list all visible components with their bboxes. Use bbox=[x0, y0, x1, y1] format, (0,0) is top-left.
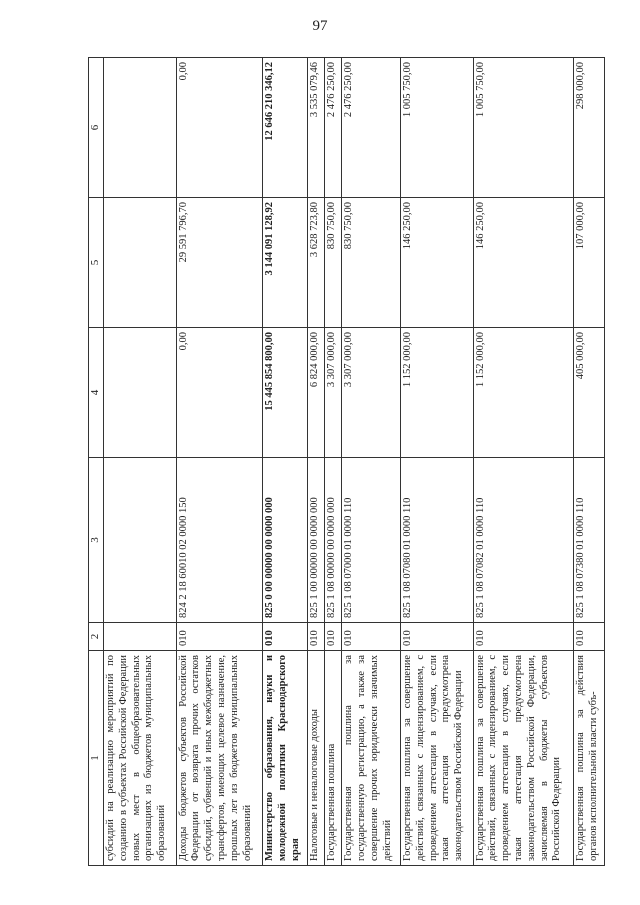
code-cell: 010 bbox=[573, 623, 604, 651]
kbk-code-cell: 825 1 00 00000 00 0000 000 bbox=[307, 458, 324, 623]
code-cell: 010 bbox=[307, 623, 324, 651]
amount-remaining-cell: 1 005 750,00 bbox=[400, 58, 473, 198]
description-cell: субсидий на реализацию мероприятий по созданию в субъектах Российской Федерации новых мест в общеобразовательных организациях из бюджетов муниципальных образований bbox=[104, 651, 177, 866]
amount-plan-cell: 6 824 000,00 bbox=[307, 328, 324, 458]
amount-remaining-cell: 12 646 210 346,12 bbox=[263, 58, 308, 198]
amount-remaining-cell: 0,00 bbox=[176, 58, 262, 198]
table-header-row bbox=[89, 58, 104, 866]
amount-remaining-cell: 298 000,00 bbox=[573, 58, 604, 198]
kbk-code-cell: 825 1 08 07080 01 0000 110 bbox=[400, 458, 473, 623]
amount-executed-cell: 3 628 723,80 bbox=[307, 198, 324, 328]
amount-plan-cell: 3 307 000,00 bbox=[325, 328, 342, 458]
code-cell: 010 bbox=[176, 623, 262, 651]
amount-plan-cell: 0,00 bbox=[176, 328, 262, 458]
code-cell: 010 bbox=[473, 623, 573, 651]
table-row bbox=[104, 58, 177, 866]
amount-plan-cell bbox=[104, 328, 177, 458]
code-cell: 010 bbox=[263, 623, 308, 651]
rotated-table-container bbox=[88, 58, 605, 866]
amount-executed-cell: 830 750,00 bbox=[325, 198, 342, 328]
budget-table-sheet bbox=[88, 58, 605, 866]
table-row bbox=[176, 58, 262, 866]
table-row bbox=[307, 58, 324, 866]
description-cell: Государственная пошлина за совершение действий, связанных с лицензированием, с проведением аттестации в случаях, если такая аттестация предусмотрена законодательством Российской Федерации bbox=[400, 651, 473, 866]
page-number: 97 bbox=[312, 18, 328, 34]
description-cell: Налоговые и неналоговые доходы bbox=[307, 651, 324, 866]
code-cell: 010 bbox=[325, 623, 342, 651]
column-header: 5 bbox=[89, 198, 104, 328]
table-row bbox=[473, 58, 573, 866]
amount-executed-cell: 3 144 091 128,92 bbox=[263, 198, 308, 328]
code-cell bbox=[104, 623, 177, 651]
kbk-code-cell: 825 1 08 00000 00 0000 000 bbox=[325, 458, 342, 623]
table-row bbox=[573, 58, 604, 866]
amount-executed-cell bbox=[104, 198, 177, 328]
amount-plan-cell: 1 152 000,00 bbox=[473, 328, 573, 458]
column-header: 4 bbox=[89, 328, 104, 458]
kbk-code-cell: 825 1 08 07082 01 0000 110 bbox=[473, 458, 573, 623]
amount-remaining-cell: 2 476 250,00 bbox=[342, 58, 401, 198]
table-row bbox=[325, 58, 342, 866]
budget-revenue-table bbox=[88, 57, 605, 866]
description-cell: Государственная пошлина за государственную регистрацию, а также за совершение прочих юридически значимых действий bbox=[342, 651, 401, 866]
amount-plan-cell: 1 152 000,00 bbox=[400, 328, 473, 458]
amount-executed-cell: 830 750,00 bbox=[342, 198, 401, 328]
kbk-code-cell bbox=[104, 458, 177, 623]
amount-remaining-cell: 2 476 250,00 bbox=[325, 58, 342, 198]
amount-executed-cell: 146 250,00 bbox=[400, 198, 473, 328]
column-header: 2 bbox=[89, 623, 104, 651]
kbk-code-cell: 825 1 08 07380 01 0000 110 bbox=[573, 458, 604, 623]
description-cell: Государственная пошлина за действия органов исполнительной власти субъ- bbox=[573, 651, 604, 866]
code-cell: 010 bbox=[342, 623, 401, 651]
amount-remaining-cell: 3 535 079,46 bbox=[307, 58, 324, 198]
amount-executed-cell: 107 000,00 bbox=[573, 198, 604, 328]
column-header: 1 bbox=[89, 651, 104, 866]
amount-remaining-cell: 1 005 750,00 bbox=[473, 58, 573, 198]
table-row bbox=[263, 58, 308, 866]
table-row bbox=[400, 58, 473, 866]
amount-plan-cell: 405 000,00 bbox=[573, 328, 604, 458]
table-row bbox=[342, 58, 401, 866]
amount-remaining-cell bbox=[104, 58, 177, 198]
description-cell: Государственная пошлина bbox=[325, 651, 342, 866]
description-cell: Министерство образования, науки и молодежной политики Краснодарского края bbox=[263, 651, 308, 866]
amount-plan-cell: 15 445 854 800,00 bbox=[263, 328, 308, 458]
code-cell: 010 bbox=[400, 623, 473, 651]
kbk-code-cell: 824 2 18 60010 02 0000 150 bbox=[176, 458, 262, 623]
column-header: 6 bbox=[89, 58, 104, 198]
kbk-code-cell: 825 0 00 00000 00 0000 000 bbox=[263, 458, 308, 623]
amount-executed-cell: 146 250,00 bbox=[473, 198, 573, 328]
kbk-code-cell: 825 1 08 07000 01 0000 110 bbox=[342, 458, 401, 623]
description-cell: Государственная пошлина за совершение действий, связанных с лицензированием, с проведением аттестации в случаях, если такая аттестация предусмотрена законодательством Российской Федерации, зачисляемая в бюджеты субъектов Российской Федерации bbox=[473, 651, 573, 866]
amount-executed-cell: 29 591 796,70 bbox=[176, 198, 262, 328]
column-header: 3 bbox=[89, 458, 104, 623]
amount-plan-cell: 3 307 000,00 bbox=[342, 328, 401, 458]
description-cell: Доходы бюджетов субъектов Российской Федерации от возврата прочих остатков субсидий, субвенций и иных межбюджетных трансфертов, имеющих целевое назначение, прошлых лет из бюджетов муниципальных образований bbox=[176, 651, 262, 866]
